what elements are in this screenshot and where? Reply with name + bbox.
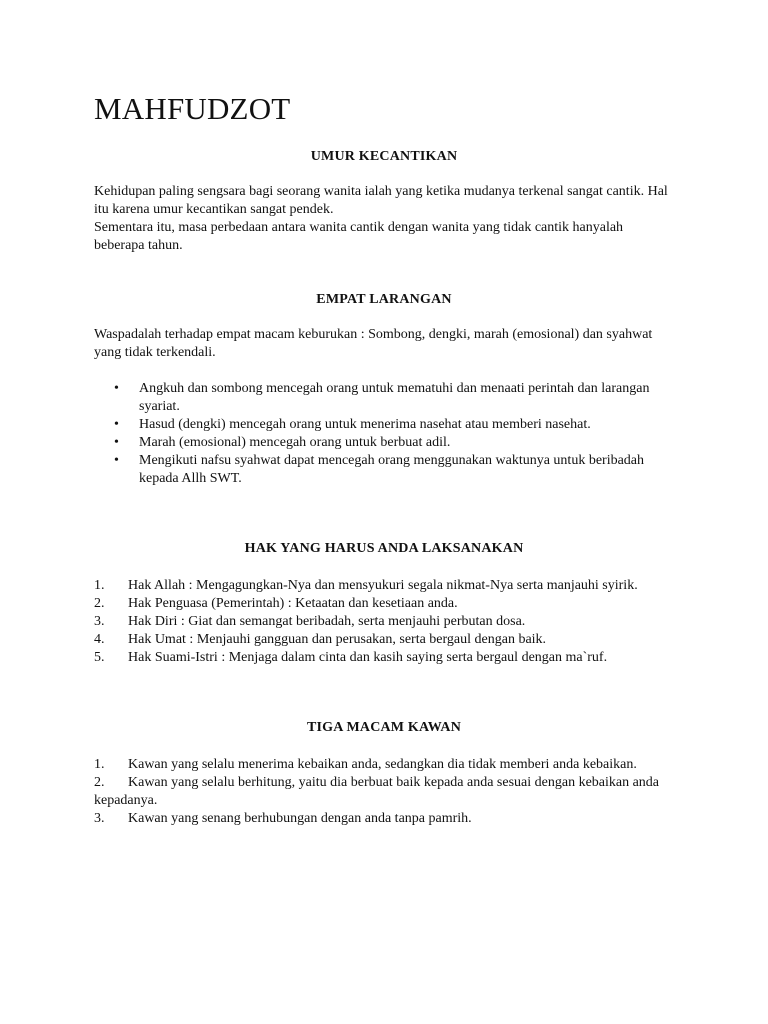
list-item [94,434,674,452]
list-number: 5. [94,650,105,665]
list-item-text: Hak Allah : Mengagungkan-Nya dan mensyukuri segala nikmat-Nya serta manjauhi syirik. [128,578,638,593]
list-item-text: Angkuh dan sombong mencegah orang untuk mematuhi dan menaati perintah dan larangan syariat. [139,381,650,414]
list-item [94,810,674,828]
bullet-icon: • [114,381,119,396]
list-item [94,452,674,488]
bullet-icon: • [114,417,119,432]
list-number: 1. [94,757,105,772]
list-number: 4. [94,632,105,647]
paragraph: Waspadalah terhadap empat macam keburukan : Sombong, dengki, marah (emosional) dan syahwat yang tidak terkendali. [94,327,653,360]
list-number: 2. [94,596,105,611]
section-heading-umur-kecantikan: UMUR KECANTIKAN [310,149,458,164]
bullet-icon: • [114,453,119,468]
list-number: 1. [94,578,105,593]
list-item [94,577,674,595]
list-item-text: Kawan yang selalu menerima kebaikan anda, sedangkan dia tidak memberi anda kebaikan. [128,757,637,772]
list-item [94,613,674,631]
list-item-text: Hak Suami-Istri : Menjaga dalam cinta dan kasih saying serta bergaul dengan ma`ruf. [128,650,608,665]
document-title: MAHFUDZOT [94,91,291,126]
list-item [94,649,674,667]
paragraph: Sementara itu, masa perbedaan antara wanita cantik dengan wanita yang tidak cantik hanyalah beberapa tahun. [94,220,624,253]
list-number: 2. [94,775,105,790]
list-item-text: Kawan yang selalu berhitung, yaitu dia berbuat baik kepada anda sesuai dengan kebaikan anda kepadanya. [94,775,660,808]
list-item-text: Hak Umat : Menjauhi gangguan dan perusakan, serta bergaul dengan baik. [128,632,547,647]
list-item [94,380,674,416]
list-item [94,595,674,613]
section-heading-hak: HAK YANG HARUS ANDA LAKSANAKAN [244,541,524,556]
list-item-text: Marah (emosional) mencegah orang untuk berbuat adil. [139,435,451,450]
section-heading-tiga-macam-kawan: TIGA MACAM KAWAN [306,720,462,735]
list-item [94,774,674,810]
bullet-list-larangan [94,380,674,488]
bullet-icon: • [114,435,119,450]
paragraph: Kehidupan paling sengsara bagi seorang wanita ialah yang ketika mudanya terkenal sangat cantik. Hal itu karena umur kecantikan sangat pendek. [94,184,668,217]
list-item-text: Mengikuti nafsu syahwat dapat mencegah orang menggunakan waktunya untuk beribadah kepada Allh SWT. [139,453,645,486]
list-item-text: Kawan yang senang berhubungan dengan anda tanpa pamrih. [128,811,472,826]
section-heading-empat-larangan: EMPAT LARANGAN [316,292,452,307]
list-item [94,756,674,774]
list-item-text: Hak Penguasa (Pemerintah) : Ketaatan dan kesetiaan anda. [128,596,458,611]
section-intro-empat-larangan [94,326,674,362]
numbered-list-kawan [94,756,674,828]
list-item-text: Hak Diri : Giat dan semangat beribadah, serta menjauhi perbutan dosa. [128,614,526,629]
list-item [94,631,674,649]
numbered-list-hak [94,577,674,667]
section-body-umur-kecantikan [94,183,674,255]
list-number: 3. [94,811,105,826]
list-item [94,416,674,434]
list-number: 3. [94,614,105,629]
list-item-text: Hasud (dengki) mencegah orang untuk menerima nasehat atau memberi nasehat. [139,417,591,432]
